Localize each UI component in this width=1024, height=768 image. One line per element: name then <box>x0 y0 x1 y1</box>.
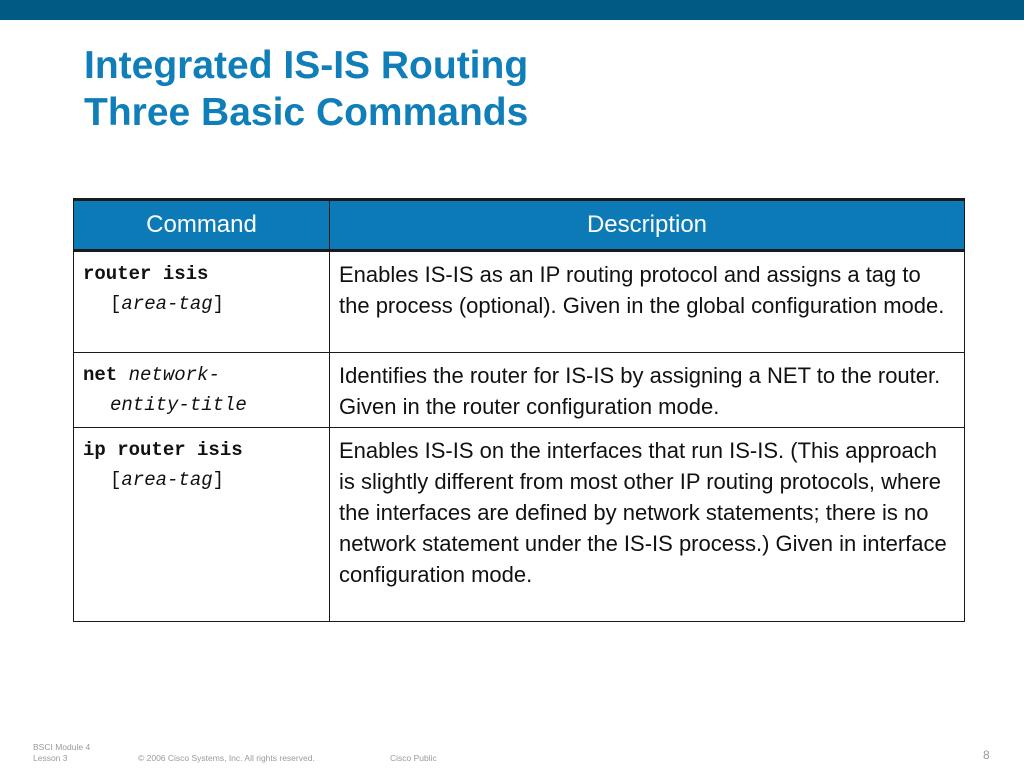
description-cell: Enables IS-IS on the interfaces that run IS-IS. (This approach is slightly different from most other IP routing protocols, where the interfaces are defined by network statements; there is no network statement under the IS-IS process.) Given in interface configuration mode. <box>330 428 965 622</box>
description-cell: Identifies the router for IS-IS by assigning a NET to the router. Given in the router configuration mode. <box>330 353 965 428</box>
command-argument-continued: entity-title <box>110 394 247 416</box>
slide-title <box>84 42 528 136</box>
command-keyword: net <box>83 364 118 386</box>
footer-classification: Cisco Public <box>390 753 437 763</box>
table-row <box>74 428 965 622</box>
command-cell <box>74 428 330 622</box>
page-number: 8 <box>983 748 990 762</box>
slide-title-line2: Three Basic Commands <box>84 91 529 134</box>
slide-title-line1: Integrated IS-IS Routing <box>84 44 529 87</box>
command-argument: area-tag <box>121 293 213 315</box>
command-cell <box>74 353 330 428</box>
column-header-description: Description <box>330 200 965 251</box>
description-cell: Enables IS-IS as an IP routing protocol and assigns a tag to the process (optional). Given in the global configuration mode. <box>330 251 965 353</box>
footer-copyright: © 2006 Cisco Systems, Inc. All rights reserved. <box>138 753 315 763</box>
footer-module: BSCI Module 4 <box>33 742 91 752</box>
bracket-close: ] <box>212 469 225 491</box>
top-banner-bar <box>0 0 1024 20</box>
table-row <box>74 251 965 353</box>
bracket-open: [ <box>110 469 122 491</box>
command-argument: network- <box>128 364 220 386</box>
command-cell <box>74 251 330 353</box>
footer-module-info <box>33 742 90 764</box>
command-keyword: ip router isis <box>83 439 243 461</box>
command-argument: area-tag <box>121 469 213 491</box>
commands-table <box>73 198 965 622</box>
table-header-row <box>74 200 965 251</box>
bracket-open: [ <box>110 293 122 315</box>
command-keyword: router isis <box>83 263 209 285</box>
bracket-close: ] <box>212 293 225 315</box>
table-row <box>74 353 965 428</box>
footer-lesson: Lesson 3 <box>33 753 68 763</box>
column-header-command: Command <box>74 200 330 251</box>
